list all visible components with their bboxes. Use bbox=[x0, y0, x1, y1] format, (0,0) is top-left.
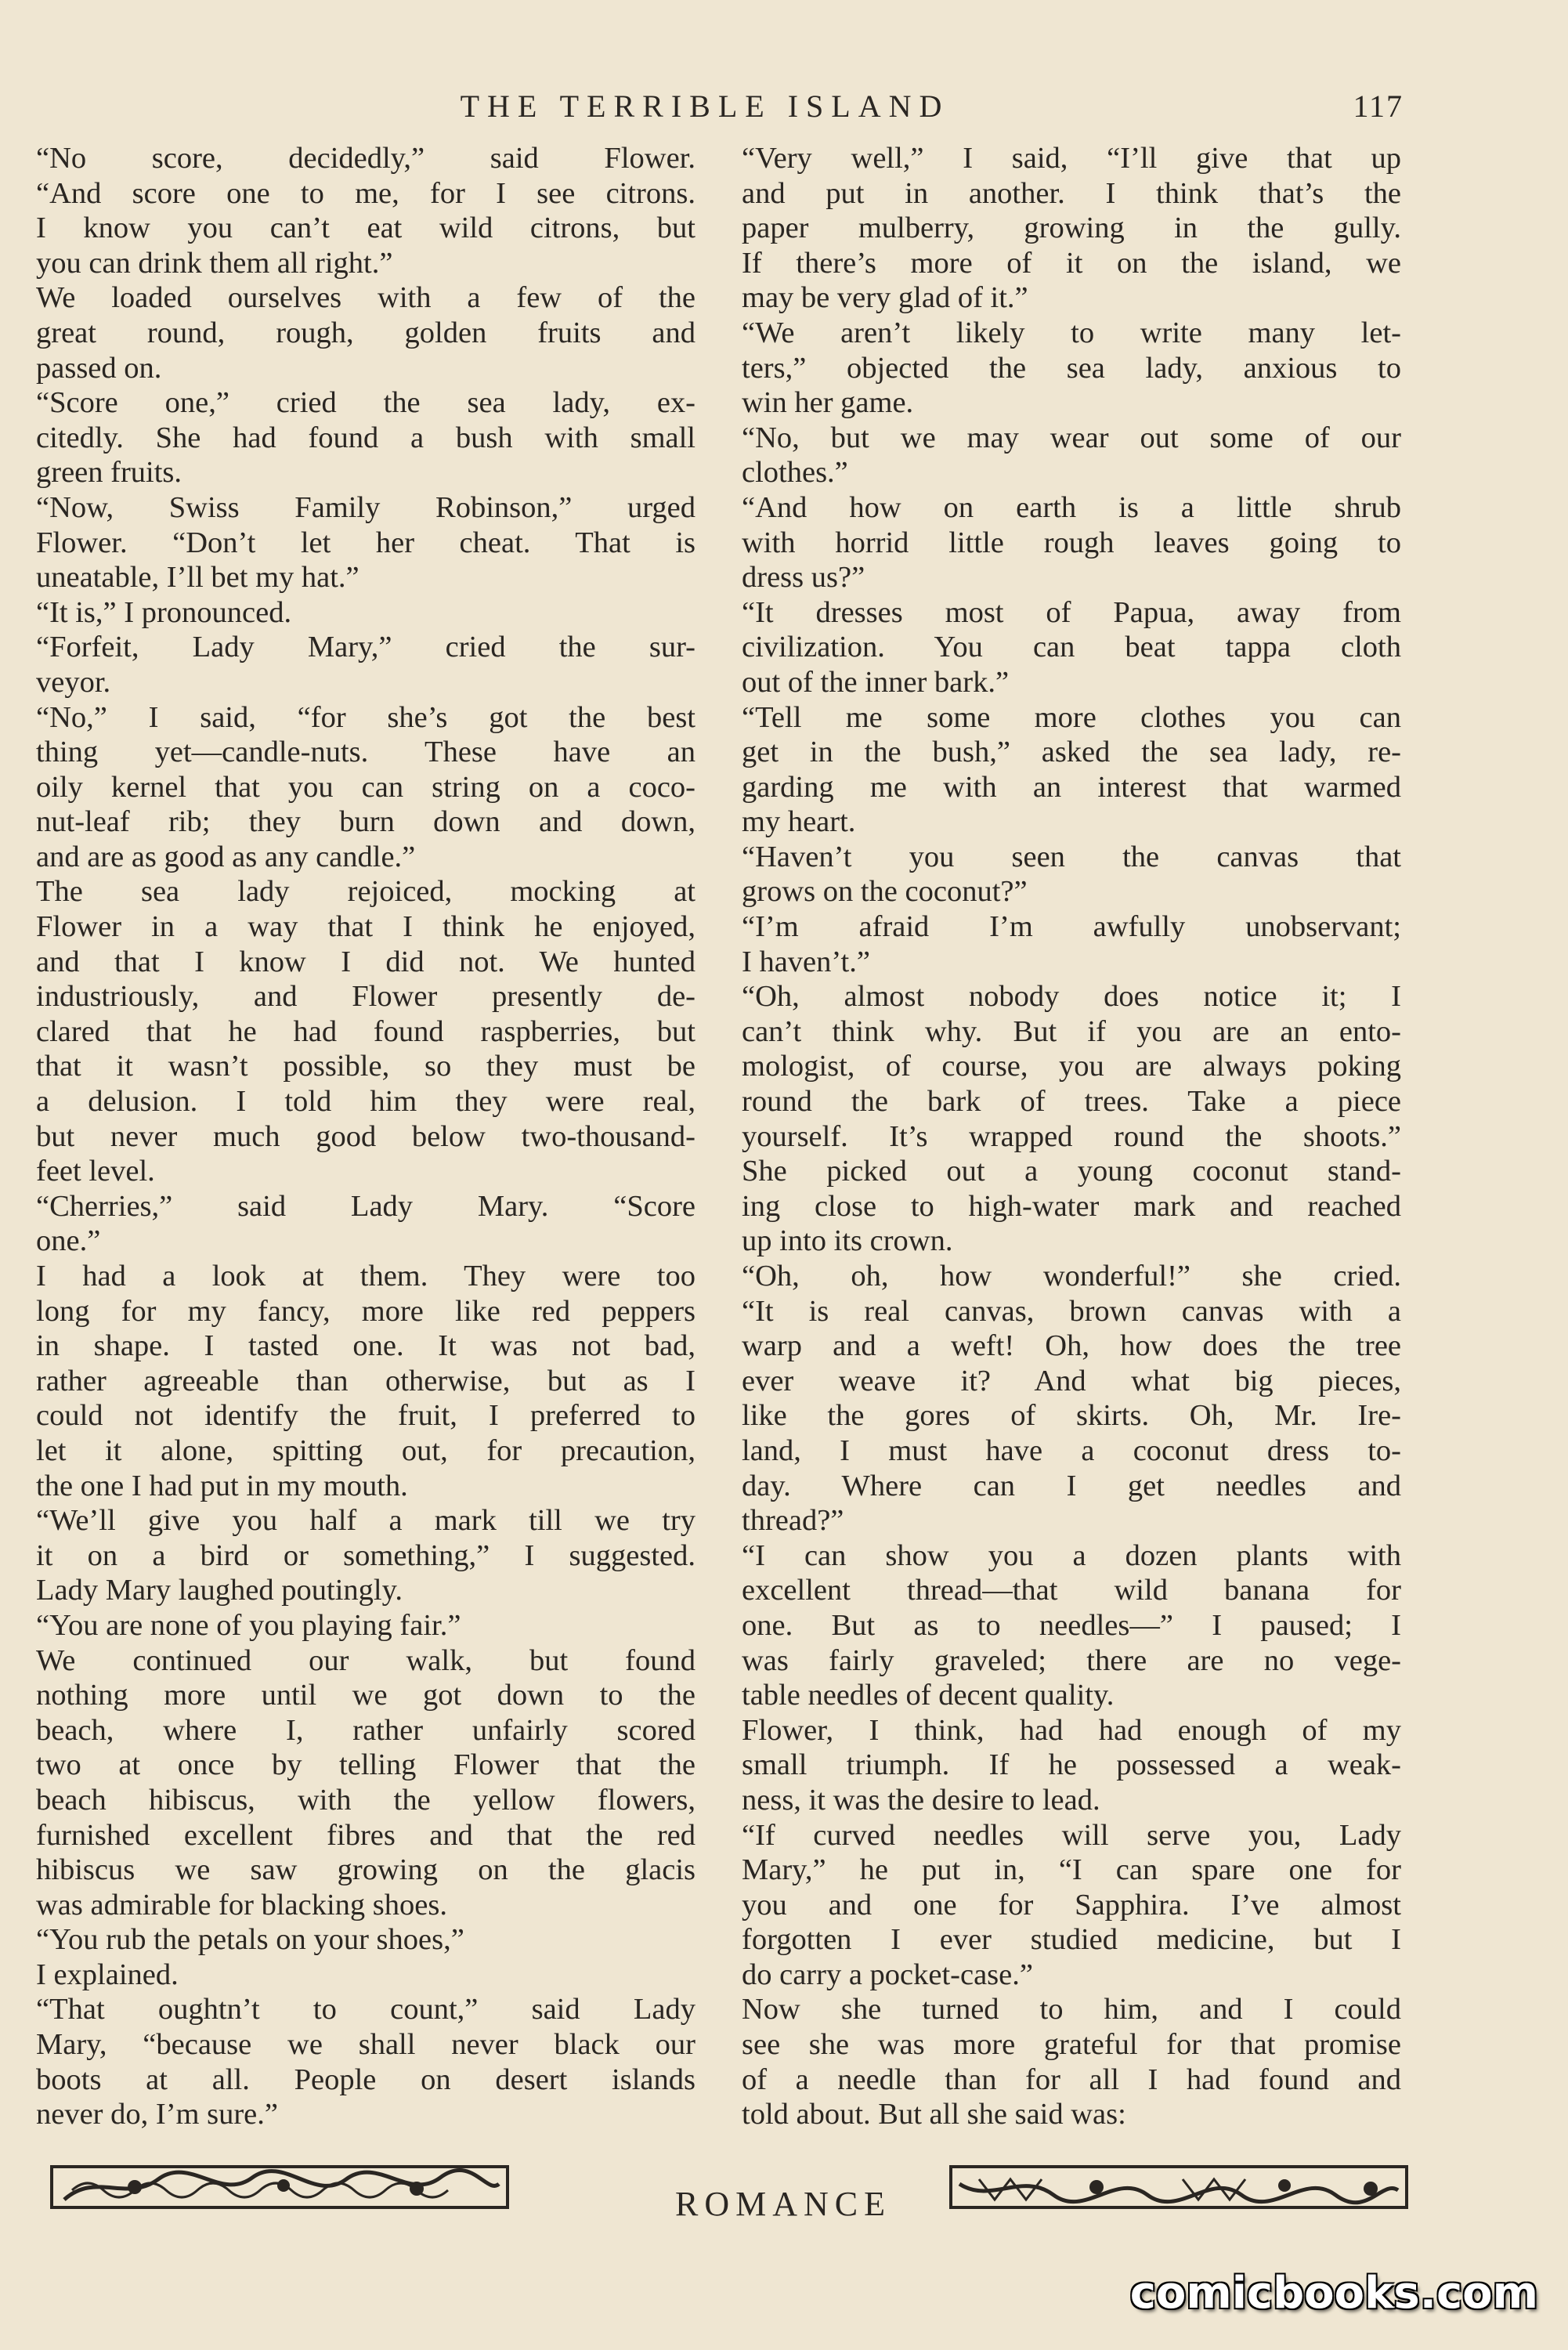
text-line: passed on. bbox=[36, 351, 162, 385]
text-line: my heart. bbox=[742, 805, 856, 839]
text-line: “Now, Swiss Family Robinson,” urged bbox=[36, 490, 695, 524]
text-line: I haven’t.” bbox=[742, 945, 870, 978]
text-line: rather agreeable than otherwise, but as I bbox=[36, 1364, 695, 1397]
magazine-name-footer: ROMANCE bbox=[674, 2185, 892, 2223]
text-line: ness, it was the desire to lead. bbox=[742, 1783, 1100, 1817]
text-line: out of the inner bark.” bbox=[742, 665, 1010, 699]
text-line: feet level. bbox=[36, 1155, 155, 1188]
text-line: Now she turned to him, and I could bbox=[742, 1993, 1401, 2026]
text-line: may be very glad of it.” bbox=[742, 281, 1028, 315]
watermark-text: comicbooks.com bbox=[1129, 2268, 1538, 2319]
left-decorative-ornament bbox=[49, 2156, 511, 2217]
text-line: mologist, of course, you are always poking bbox=[742, 1050, 1401, 1083]
text-line: you and one for Sapphira. I’ve almost bbox=[742, 1888, 1401, 1922]
text-line: uneatable, I’ll bet my hat.” bbox=[36, 561, 359, 595]
text-line: “It is real canvas, brown canvas with a bbox=[742, 1294, 1401, 1328]
text-line: “Haven’t you seen the canvas that bbox=[742, 840, 1401, 873]
text-line: She picked out a young coconut stand- bbox=[742, 1155, 1401, 1188]
text-line: was fairly graveled; there are no vege- bbox=[742, 1643, 1401, 1677]
text-line: and that I know I did not. We hunted bbox=[36, 945, 695, 978]
text-line: can’t think why. But if you are an ento- bbox=[742, 1014, 1401, 1048]
text-line: one.” bbox=[36, 1224, 101, 1258]
text-line: clared that he had found raspberries, but bbox=[36, 1014, 695, 1048]
text-line: “If curved needles will serve you, Lady bbox=[742, 1818, 1401, 1852]
text-line: “Score one,” cried the sea lady, ex- bbox=[36, 386, 695, 420]
text-line: of a needle than for all I had found and bbox=[742, 2063, 1401, 2096]
right-decorative-ornament bbox=[948, 2156, 1410, 2217]
text-line: “It is,” I pronounced. bbox=[36, 595, 292, 629]
text-line: dress us?” bbox=[742, 561, 865, 595]
text-line: was admirable for blacking shoes. bbox=[36, 1888, 447, 1922]
text-line: warp and a weft! Oh, how does the tree bbox=[742, 1329, 1401, 1363]
text-line: hibiscus we saw growing on the glacis bbox=[36, 1853, 695, 1887]
text-line: Lady Mary laughed poutingly. bbox=[36, 1574, 403, 1607]
text-line: excellent thread—that wild banana for bbox=[742, 1574, 1401, 1607]
text-line: do carry a pocket-case.” bbox=[742, 1958, 1033, 1991]
text-line: that it wasn’t possible, so they must be bbox=[36, 1050, 695, 1083]
text-line: it on a bird or something,” I suggested. bbox=[36, 1538, 695, 1572]
text-line: and are as good as any candle.” bbox=[36, 840, 416, 873]
text-line: “No, but we may wear out some of our bbox=[742, 421, 1401, 454]
text-line: “Cherries,” said Lady Mary. “Score bbox=[36, 1189, 695, 1223]
page-number: 117 bbox=[1353, 89, 1404, 124]
text-line: furnished excellent fibres and that the red bbox=[36, 1818, 695, 1852]
text-line: forgotten I ever studied medicine, but I bbox=[742, 1923, 1401, 1957]
text-line: and put in another. I think that’s the bbox=[742, 176, 1401, 210]
running-header: THE TERRIBLE ISLAND bbox=[460, 89, 950, 124]
text-line: veyor. bbox=[36, 665, 111, 699]
text-line: could not identify the fruit, I preferred to bbox=[36, 1399, 695, 1433]
text-line: green fruits. bbox=[36, 456, 182, 490]
text-line: “Tell me some more clothes you can bbox=[742, 700, 1401, 734]
right-text-column bbox=[742, 141, 1401, 2132]
text-line: win her game. bbox=[742, 386, 914, 420]
text-line: like the gores of skirts. Oh, Mr. Ire- bbox=[742, 1399, 1401, 1433]
text-line: one. But as to needles—” I paused; I bbox=[742, 1608, 1401, 1642]
text-line: citedly. She had found a bush with small bbox=[36, 421, 695, 454]
text-line: “We’ll give you half a mark till we try bbox=[36, 1504, 695, 1538]
text-line: “We aren’t likely to write many let- bbox=[742, 316, 1401, 349]
text-line: “That oughtn’t to count,” said Lady bbox=[36, 1993, 695, 2026]
text-line: Mary, “because we shall never black our bbox=[36, 2028, 695, 2062]
text-line: told about. But all she said was: bbox=[742, 2098, 1126, 2131]
text-line: yourself. It’s wrapped round the shoots.” bbox=[742, 1119, 1401, 1153]
text-line: see she was more grateful for that promise bbox=[742, 2028, 1401, 2062]
text-line: long for my fancy, more like red peppers bbox=[36, 1294, 695, 1328]
text-line: a delusion. I told him they were real, bbox=[36, 1085, 695, 1119]
text-line: nut-leaf rib; they burn down and down, bbox=[36, 805, 695, 839]
text-line: get in the bush,” asked the sea lady, re- bbox=[742, 736, 1401, 769]
text-line: clothes.” bbox=[742, 456, 848, 490]
text-line: “You are none of you playing fair.” bbox=[36, 1608, 461, 1642]
text-line: Flower, I think, had had enough of my bbox=[742, 1713, 1401, 1747]
text-line: never do, I’m sure.” bbox=[36, 2098, 278, 2131]
text-line: “And how on earth is a little shrub bbox=[742, 490, 1401, 524]
text-line: “Very well,” I said, “I’ll give that up bbox=[742, 142, 1401, 175]
text-line: great round, rough, golden fruits and bbox=[36, 316, 695, 349]
text-line: “You rub the petals on your shoes,” bbox=[36, 1923, 464, 1957]
text-line: “And score one to me, for I see citrons. bbox=[36, 176, 695, 210]
text-line: civilization. You can beat tappa cloth bbox=[742, 631, 1401, 664]
text-line: thread?” bbox=[742, 1504, 844, 1538]
text-line: beach hibiscus, with the yellow flowers, bbox=[36, 1783, 695, 1817]
text-line: round the bark of trees. Take a piece bbox=[742, 1085, 1401, 1119]
text-line: Flower in a way that I think he enjoyed, bbox=[36, 910, 695, 944]
text-line: We loaded ourselves with a few of the bbox=[36, 281, 695, 315]
text-line: garding me with an interest that warmed bbox=[742, 770, 1401, 804]
text-line: industriously, and Flower presently de- bbox=[36, 980, 695, 1014]
text-line: “No,” I said, “for she’s got the best bbox=[36, 700, 695, 734]
text-line: two at once by telling Flower that the bbox=[36, 1748, 695, 1782]
text-line: with horrid little rough leaves going to bbox=[742, 526, 1401, 559]
text-line: in shape. I tasted one. It was not bad, bbox=[36, 1329, 695, 1363]
text-line: oily kernel that you can string on a coco- bbox=[36, 770, 695, 804]
text-line: the one I had put in my mouth. bbox=[36, 1469, 408, 1502]
text-line: Mary,” he put in, “I can spare one for bbox=[742, 1853, 1401, 1887]
text-line: “It dresses most of Papua, away from bbox=[742, 595, 1401, 629]
text-line: paper mulberry, growing in the gully. bbox=[742, 212, 1401, 245]
text-line: If there’s more of it on the island, we bbox=[742, 246, 1401, 280]
text-line: boots at all. People on desert islands bbox=[36, 2063, 695, 2096]
text-line: day. Where can I get needles and bbox=[742, 1469, 1401, 1502]
left-text-column bbox=[36, 141, 695, 2132]
text-line: ters,” objected the sea lady, anxious to bbox=[742, 351, 1401, 385]
text-line: small triumph. If he possessed a weak- bbox=[742, 1748, 1401, 1782]
text-line: “Forfeit, Lady Mary,” cried the sur- bbox=[36, 631, 695, 664]
text-line: “Oh, oh, how wonderful!” she cried. bbox=[742, 1260, 1401, 1292]
text-line: thing yet—candle-nuts. These have an bbox=[36, 736, 695, 769]
text-line: nothing more until we got down to the bbox=[36, 1679, 695, 1712]
text-line: “I can show you a dozen plants with bbox=[742, 1538, 1401, 1572]
text-line: We continued our walk, but found bbox=[36, 1643, 695, 1677]
text-line: “No score, decidedly,” said Flower. bbox=[36, 142, 695, 175]
text-line: let it alone, spitting out, for precaution, bbox=[36, 1434, 695, 1467]
text-line: “I’m afraid I’m awfully unobservant; bbox=[742, 910, 1401, 944]
text-line: The sea lady rejoiced, mocking at bbox=[36, 875, 695, 909]
text-line: table needles of decent quality. bbox=[742, 1679, 1115, 1712]
text-line: ing close to high-water mark and reached bbox=[742, 1189, 1401, 1223]
text-line: I know you can’t eat wild citrons, but bbox=[36, 212, 695, 245]
text-line: beach, where I, rather unfairly scored bbox=[36, 1713, 695, 1747]
text-line: “Oh, almost nobody does notice it; I bbox=[742, 980, 1401, 1014]
text-line: but never much good below two-thousand- bbox=[36, 1119, 695, 1153]
text-line: I explained. bbox=[36, 1958, 179, 1991]
text-line: you can drink them all right.” bbox=[36, 246, 393, 280]
text-line: I had a look at them. They were too bbox=[36, 1260, 695, 1292]
text-line: up into its crown. bbox=[742, 1224, 953, 1258]
text-line: ever weave it? And what big pieces, bbox=[742, 1364, 1401, 1397]
text-line: Flower. “Don’t let her cheat. That is bbox=[36, 526, 695, 559]
text-line: land, I must have a coconut dress to- bbox=[742, 1434, 1401, 1467]
text-line: grows on the coconut?” bbox=[742, 875, 1028, 909]
